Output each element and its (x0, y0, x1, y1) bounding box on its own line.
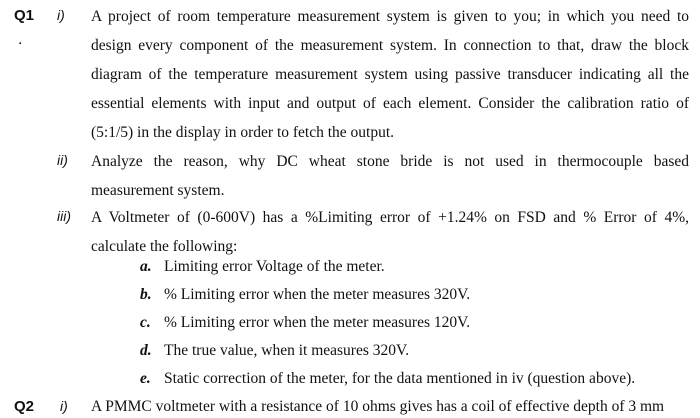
part-iii-text (91, 203, 689, 261)
part-i-line-2: design every component of the measurement system. In connection to that, draw the block (91, 37, 689, 54)
subitem-b (140, 286, 470, 304)
part-ii-text (91, 147, 689, 205)
part-i-text (91, 2, 689, 147)
subitem-a-letter: a. (140, 258, 152, 275)
question-1-label: Q1 (14, 7, 35, 24)
part-ii-label: ii) (57, 152, 68, 168)
part-i-line-1: A project of room temperature measurement system is given to you; in which you need to (91, 8, 689, 25)
subitem-e (140, 370, 635, 388)
subitem-c-text: % Limiting error when the meter measures 120V. (164, 314, 471, 331)
subitem-d-text: The true value, when it measures 320V. (164, 342, 410, 359)
subitem-e-text: Static correction of the meter, for the data mentioned in iv (question above). (164, 370, 636, 387)
question-2-text: A PMMC voltmeter with a resistance of 10 ohms gives has a coil of effective depth of 3 mm (91, 398, 665, 415)
part-iii-label: iii) (57, 208, 71, 224)
bullet-marker: . (18, 31, 23, 48)
part-i-line-5: (5:1/5) in the display in order to fetch the output. (91, 124, 395, 141)
subitem-a (140, 258, 385, 276)
part-ii-line-1: Analyze the reason, why DC wheat stone bride is not used in thermocouple based (91, 153, 689, 170)
subitem-b-letter: b. (140, 286, 152, 303)
part-i-line-4: essential elements with input and output of each element. Consider the calibration ratio of (91, 95, 689, 112)
part-iii-line-1: A Voltmeter of (0-600V) has a %Limiting error of +1.24% on FSD and % Error of 4%, (91, 209, 689, 226)
subitem-c-letter: c. (140, 314, 151, 331)
subitem-e-letter: e. (140, 370, 151, 387)
subitem-b-text: % Limiting error when the meter measures 320V. (164, 286, 471, 303)
subitem-d-letter: d. (140, 342, 152, 359)
subitem-c (140, 314, 470, 332)
part-ii-line-2: measurement system. (91, 182, 225, 199)
part-i-label: i) (57, 7, 65, 23)
subitem-a-text: Limiting error Voltage of the meter. (164, 258, 385, 275)
part-i-line-3: diagram of the temperature measurement system using passive transducer indicating all the (91, 66, 689, 83)
part-iii-line-2: calculate the following: (91, 238, 238, 255)
question-2-part-i-label: i) (60, 398, 68, 414)
question-2-partial (0, 398, 700, 418)
subitem-d (140, 342, 409, 360)
question-2-label: Q2 (14, 398, 35, 415)
